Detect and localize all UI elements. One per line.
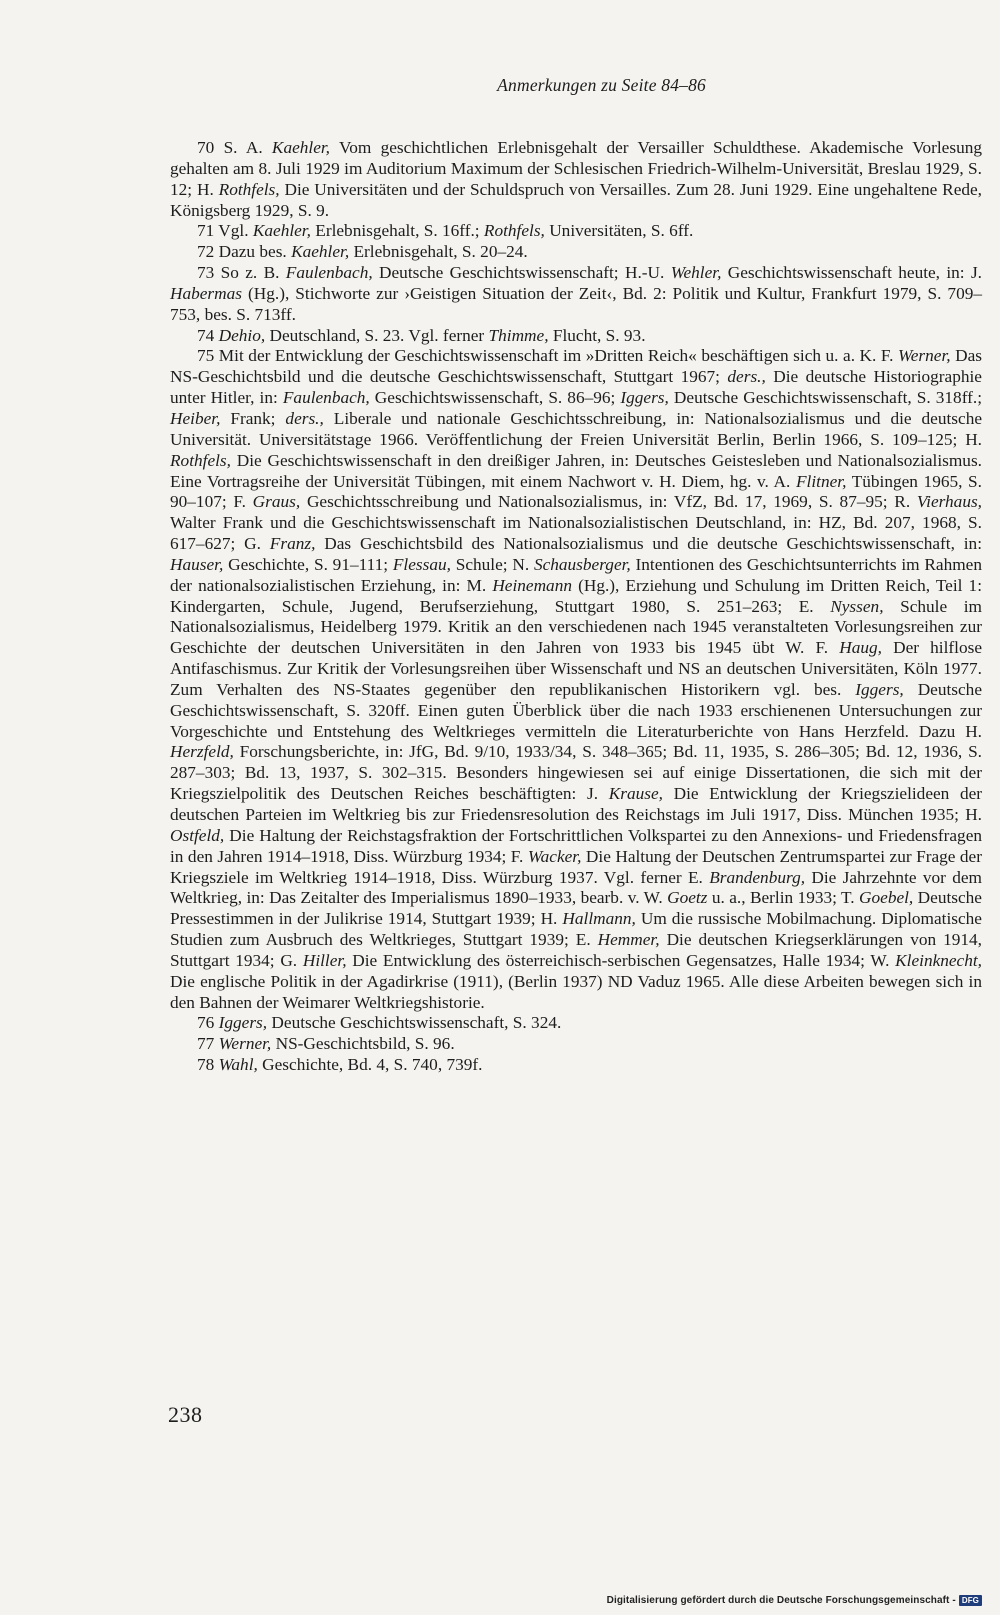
footnote-text: Liberale und nationale Geschichtsschreibung, in: Nationalsozialismus und die deutsche Universität. Universitätstage 1966. Veröffentlichung der Freien Universität Berlin, Berlin 1966, S. 109–125; H. bbox=[170, 408, 983, 449]
footnote-text: Erlebnisgehalt, S. 16ff.; bbox=[310, 221, 484, 241]
footnote-text: Die Haltung der Reichstagsfraktion der Fortschrittlichen Volkspartei zu den Annexions- und Friedensfragen in den Jahren 1914–1918, Diss. Würzburg 1934; F. bbox=[170, 825, 982, 866]
footnote-text: (Hg.), Erziehung und Schulung im Dritten Reich, Teil 1: Kindergarten, Schule, Jugend, Berufserziehung, Stuttgart 1980, S. 251–263; E. bbox=[170, 575, 982, 616]
footnote-70 bbox=[170, 138, 982, 221]
footnote-text: Die Geschichtswissenschaft in den dreißiger Jahren, in: Deutsches Geistesleben und Nationalsozialismus. Eine Vortragsreihe der Universität Tübingen, mit einem Nachwort v. H. Diem, hg. v. A. bbox=[170, 450, 982, 491]
cited-author: Iggers, bbox=[855, 679, 904, 699]
footnote-text: Geschichtsschreibung und Nationalsozialismus, in: VfZ, Bd. 17, 1969, S. 87–95; R. bbox=[300, 492, 917, 512]
cited-author: Heinemann bbox=[492, 575, 572, 595]
footnote-text: Universitäten, S. 6ff. bbox=[544, 221, 694, 241]
footnote-text: Die Entwicklung des österreichisch-serbischen Gegensatzes, Halle 1934; W. bbox=[346, 950, 896, 970]
footnote-number: 77 bbox=[197, 1034, 215, 1054]
cited-author: Brandenburg, bbox=[709, 867, 806, 887]
footnote-text: Deutsche Geschichtswissenschaft; H.-U. bbox=[372, 263, 671, 283]
dfg-logo: DFG bbox=[959, 1595, 982, 1606]
footnote-text: NS-Geschichtsbild, S. 96. bbox=[271, 1034, 455, 1054]
footnote-number: 75 bbox=[197, 346, 215, 366]
footnote-text: Die deutschen Kriegserklärungen von 1914, Stuttgart 1934; G. bbox=[170, 930, 982, 970]
footnote-text: Geschichtswissenschaft, S. 86–96; bbox=[369, 388, 621, 408]
footnote-text: Forschungsberichte, in: JfG, Bd. 9/10, 1933/34, S. 348–365; Bd. 11, 1935, S. 286–305; Bd. 12, 1936, S. 287–303; Bd. 13, 1937, S. 302–315. Besonders hingewiesen sei auf einige Dissertationen, die sich mit der Kriegszielpolitik des Deutschen Reiches beschäftigten: J. bbox=[170, 742, 982, 804]
cited-author: Faulenbach, bbox=[285, 263, 373, 283]
footnote-text: Erlebnisgehalt, S. 20–24. bbox=[349, 242, 528, 262]
footnote-text: Geschichte, S. 91–111; bbox=[223, 554, 393, 574]
cited-author: Flitner, bbox=[795, 471, 847, 491]
footnote-number: 76 bbox=[197, 1013, 215, 1033]
footnote-text: Deutschland, S. 23. Vgl. ferner bbox=[265, 325, 489, 345]
cited-author: Rothfels, bbox=[218, 179, 280, 199]
footnote-text: Die deutsche Historiographie unter Hitler, in: bbox=[170, 367, 982, 408]
footnote-text: Tübingen 1965, S. 90–107; F. bbox=[170, 471, 982, 512]
cited-author: ders., bbox=[727, 367, 766, 387]
footnote-text: Vgl. bbox=[214, 221, 253, 241]
footnote-text: Deutsche Geschichtswissenschaft, S. 324. bbox=[267, 1013, 562, 1033]
footnote-text: Die Entwicklung der Kriegszielideen der deutschen Parteien im Weltkrieg bis zur Friedensresolution des Reichstags im Juli 1917, Diss. München 1935; H. bbox=[170, 784, 983, 824]
footnote-text: Die Haltung der Deutschen Zentrumspartei zur Frage der Kriegsziele im Weltkrieg 1914–1918, Diss. Würzburg 1937. Vgl. ferner E. bbox=[170, 846, 982, 887]
cited-author: Rothfels, bbox=[483, 221, 545, 241]
footnote-text: Geschichte, Bd. 4, S. 740, 739f. bbox=[257, 1055, 483, 1075]
footnote-text: Das Geschichtsbild des Nationalsozialismus und die deutsche Geschichtswissenschaft, in: bbox=[315, 534, 982, 554]
cited-author: Goetz bbox=[667, 888, 708, 908]
footnote-text: Dazu bes. bbox=[214, 242, 292, 262]
footnote-71 bbox=[170, 221, 982, 242]
footnote-text: Deutsche Geschichtswissenschaft, S. 318ff.; bbox=[668, 388, 983, 408]
cited-author: Hallmann, bbox=[562, 909, 636, 929]
footnote-text: u. a., Berlin 1933; T. bbox=[707, 888, 860, 908]
cited-author: Franz, bbox=[269, 534, 316, 554]
cited-author: Kaehler, bbox=[271, 138, 331, 157]
cited-author: Kaehler, bbox=[252, 221, 311, 241]
cited-author: Hemmer, bbox=[597, 930, 660, 950]
footnote-75 bbox=[170, 346, 982, 1013]
footnote-number: 71 bbox=[197, 221, 215, 241]
cited-author: Krause, bbox=[608, 784, 663, 804]
footnote-text: Die Universitäten und der Schuldspruch von Versailles. Zum 28. Juni 1929. Eine ungehaltene Rede, Königsberg 1929, S. 9. bbox=[170, 179, 982, 220]
footnote-78 bbox=[170, 1055, 982, 1076]
cited-author: Iggers, bbox=[218, 1013, 268, 1033]
cited-author: Herzfeld, bbox=[170, 742, 234, 762]
cited-author: Faulenbach, bbox=[282, 388, 370, 408]
cited-author: ders., bbox=[285, 408, 324, 428]
running-head: Anmerkungen zu Seite 84–86 bbox=[497, 75, 706, 95]
footer-credit-text: Digitalisierung gefördert durch die Deutsche Forschungsgemeinschaft - bbox=[606, 1595, 956, 1606]
page-number: 238 bbox=[168, 1402, 203, 1427]
cited-author: Hauser, bbox=[170, 554, 224, 574]
footnote-76 bbox=[170, 1013, 982, 1034]
cited-author: Schausberger, bbox=[533, 554, 631, 574]
footnote-number: 74 bbox=[197, 325, 215, 345]
cited-author: Flessau, bbox=[392, 554, 451, 574]
footnote-text: Schule im Nationalsozialismus, Heidelberg 1979. Kritik an den verschiedenen nach 1945 veranstalteten Vorlesungsreihen zur Geschichte der deutschen Universitäten in den Jahren von 1933 bis 1945 übt W. F. bbox=[170, 596, 982, 658]
footnote-text: Flucht, S. 93. bbox=[548, 325, 646, 345]
footnote-text: Intentionen des Geschichtsunterrichts im Rahmen der nationalsozialistischen Erziehung, in: M. bbox=[170, 554, 982, 595]
footnote-text: Deutsche Pressestimmen in der Julikrise 1914, Stuttgart 1939; H. bbox=[170, 888, 982, 929]
footnote-text: Schule; N. bbox=[450, 554, 534, 574]
cited-author: Thimme, bbox=[488, 325, 549, 345]
footnote-text: S. A. bbox=[214, 138, 272, 157]
footnote-text: Vom geschichtlichen Erlebnisgehalt der Versailler Schuldthese. Akademische Vorlesung gehalten am 8. Juli 1929 im Auditorium Maximum der Schlesischen Friedrich-Wilhelm-Universität, Breslau 1929, S. 12; H. bbox=[170, 138, 982, 199]
footnote-text: Um die russische Mobilmachung. Diplomatische Studien zum Ausbruch des Weltkrieges, Stuttgart 1939; E. bbox=[170, 909, 982, 950]
cited-author: Goebel, bbox=[859, 888, 914, 908]
cited-author: Werner, bbox=[897, 346, 951, 366]
footnote-text: So z. B. bbox=[214, 263, 286, 283]
footnote-77 bbox=[170, 1034, 982, 1055]
footnote-74 bbox=[170, 326, 982, 347]
footnote-text: Frank; bbox=[220, 408, 286, 428]
footnote-72 bbox=[170, 242, 982, 263]
cited-author: Habermas bbox=[170, 283, 243, 303]
cited-author: Rothfels, bbox=[170, 450, 231, 470]
footnote-text: Walter Frank und die Geschichtswissenschaft im Nationalsozialistischen Deutschland, in: HZ, Bd. 207, 1968, S. 617–627; G. bbox=[170, 513, 982, 554]
cited-author: Nyssen, bbox=[830, 596, 884, 616]
cited-author: Vierhaus, bbox=[916, 492, 982, 512]
cited-author: Ostfeld, bbox=[170, 825, 225, 845]
footnote-text: Die Jahrzehnte vor dem Weltkrieg, in: Das Zeitalter des Imperialismus 1890–1933, bearb. v. W. bbox=[170, 867, 982, 908]
footnote-text: Mit der Entwicklung der Geschichtswissenschaft im »Dritten Reich« beschäftigen sich u. a. K. F. bbox=[214, 346, 898, 366]
footnote-text: Das NS-Geschichtsbild und die deutsche Geschichtswissenschaft, Stuttgart 1967; bbox=[170, 346, 982, 387]
cited-author: Kleinknecht, bbox=[895, 950, 982, 970]
cited-author: Haug, bbox=[839, 638, 882, 658]
cited-author: Wahl, bbox=[218, 1055, 258, 1075]
cited-author: Hiller, bbox=[302, 950, 347, 970]
footnote-73 bbox=[170, 263, 982, 326]
footnote-text: Die englische Politik in der Agadirkrise (1911), (Berlin 1937) ND Vaduz 1965. Alle diese Arbeiten bewegen sich in den Bahnen der Weimarer Weltkriegshistorie. bbox=[170, 971, 982, 1012]
cited-author: Wehler, bbox=[670, 263, 722, 283]
footnote-text: Der hilflose Antifaschismus. Zur Kritik der Vorlesungsreihen über Wissenschaft und NS an deutschen Universitäten, Köln 1977. Zum Verhalten des NS-Staates gegenüber den republikanischen Historikern vgl. bes. bbox=[170, 638, 982, 699]
cited-author: Werner, bbox=[218, 1034, 272, 1054]
footnote-text: Geschichtswissenschaft heute, in: J. bbox=[721, 263, 983, 283]
cited-author: Graus, bbox=[252, 492, 301, 512]
footnote-number: 70 bbox=[197, 138, 215, 157]
cited-author: Kaehler, bbox=[291, 242, 350, 262]
footnote-text: (Hg.), Stichworte zur ›Geistigen Situation der Zeit‹, Bd. 2: Politik und Kultur, Frankfurt 1979, S. 709–753, bes. S. 713ff. bbox=[170, 283, 982, 324]
cited-author: Heiber, bbox=[170, 408, 221, 428]
footnote-number: 73 bbox=[197, 263, 215, 283]
cited-author: Wacker, bbox=[527, 846, 582, 866]
footnotes-list bbox=[170, 138, 982, 1076]
footnote-number: 72 bbox=[197, 242, 215, 262]
footnote-number: 78 bbox=[197, 1055, 215, 1075]
digitization-footer bbox=[607, 1595, 982, 1606]
cited-author: Dehio, bbox=[218, 325, 266, 345]
footnote-text: Deutsche Geschichtswissenschaft, S. 320ff. Einen guten Überblick über die nach 1933 erschienenen Untersuchungen zur Vorgeschichte und Entstehung des Weltkrieges vermitteln die Literaturberichte von Hans Herzfeld. Dazu H. bbox=[170, 679, 982, 741]
cited-author: Iggers, bbox=[620, 388, 669, 408]
